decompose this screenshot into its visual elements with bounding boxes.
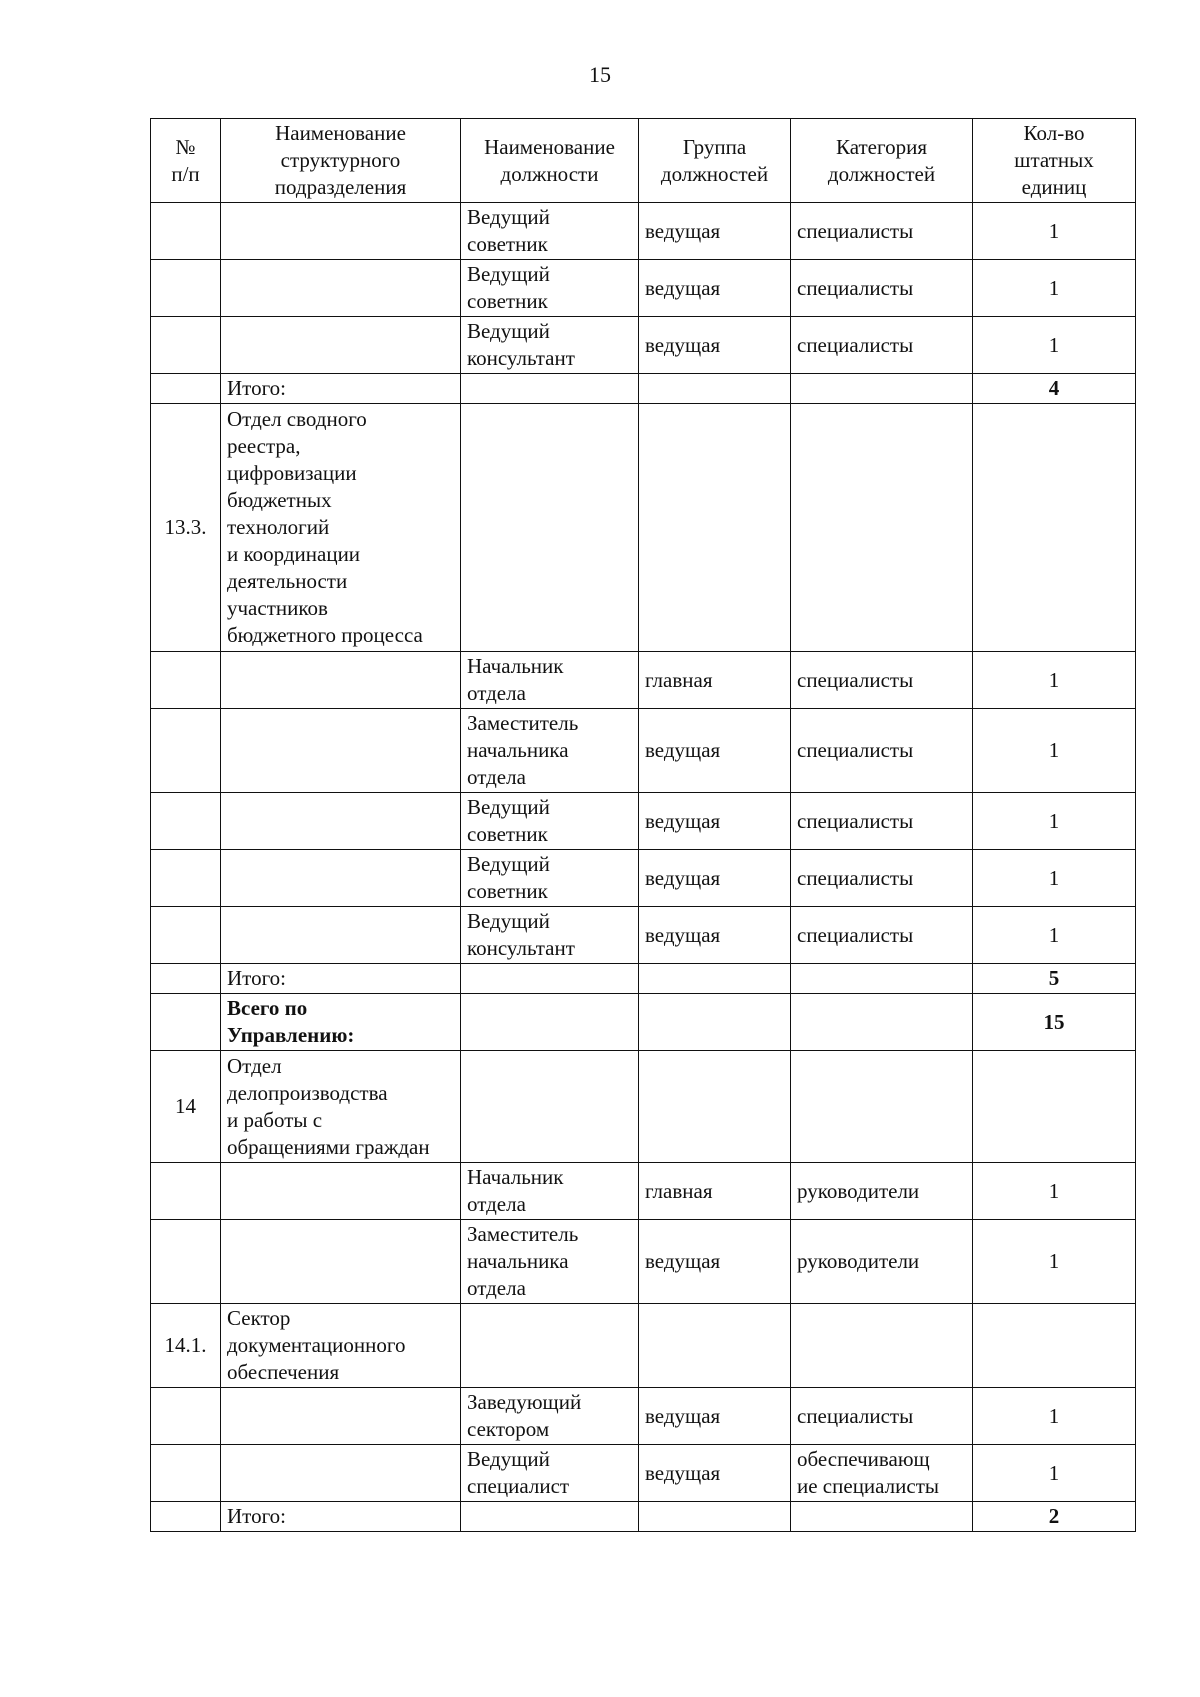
staffing-table xyxy=(150,118,1136,1532)
row-position xyxy=(461,404,639,652)
header-unit: Наименование структурного подразделения xyxy=(221,119,461,203)
subtotal-label: Итого: xyxy=(221,374,461,404)
row-position: Начальник отдела xyxy=(461,652,639,709)
row-category xyxy=(791,964,973,994)
row-unit xyxy=(221,1445,461,1502)
subtotal-row xyxy=(151,374,1136,404)
row-position: Ведущий советник xyxy=(461,850,639,907)
row-group: главная xyxy=(639,652,791,709)
row-unit xyxy=(221,1220,461,1304)
row-category: специалисты xyxy=(791,793,973,850)
row-num xyxy=(151,1388,221,1445)
row-num xyxy=(151,994,221,1051)
row-num xyxy=(151,1220,221,1304)
row-count: 1 xyxy=(973,1445,1136,1502)
grand-total-label: Всего по Управлению: xyxy=(221,994,461,1051)
row-group xyxy=(639,1502,791,1532)
row-group: ведущая xyxy=(639,709,791,793)
row-num xyxy=(151,1163,221,1220)
row-num xyxy=(151,907,221,964)
row-position xyxy=(461,374,639,404)
row-num xyxy=(151,652,221,709)
table-header-row xyxy=(151,119,1136,203)
row-category: специалисты xyxy=(791,652,973,709)
row-group: ведущая xyxy=(639,1388,791,1445)
row-group xyxy=(639,964,791,994)
header-category: Категория должностей xyxy=(791,119,973,203)
row-group xyxy=(639,994,791,1051)
row-position xyxy=(461,994,639,1051)
grand-total-count: 15 xyxy=(973,994,1136,1051)
row-num xyxy=(151,374,221,404)
row-position: Ведущий советник xyxy=(461,793,639,850)
row-unit: Отдел сводного реестра, цифровизации бюджетных технологий и координации деятельности участников бюджетного процесса xyxy=(221,404,461,652)
row-num xyxy=(151,1445,221,1502)
row-count: 1 xyxy=(973,317,1136,374)
row-count: 1 xyxy=(973,793,1136,850)
row-position: Ведущий советник xyxy=(461,260,639,317)
row-category: обеспечивающ ие специалисты xyxy=(791,1445,973,1502)
row-category: специалисты xyxy=(791,317,973,374)
subtotal-label: Итого: xyxy=(221,1502,461,1532)
row-num: 13.3. xyxy=(151,404,221,652)
row-num xyxy=(151,203,221,260)
page-number: 15 xyxy=(589,62,611,87)
subtotal-label: Итого: xyxy=(221,964,461,994)
row-group: ведущая xyxy=(639,850,791,907)
row-num xyxy=(151,964,221,994)
row-category: специалисты xyxy=(791,203,973,260)
row-unit: Отдел делопроизводства и работы с обращениями граждан xyxy=(221,1051,461,1163)
unit-row xyxy=(151,404,1136,652)
table-body xyxy=(151,203,1136,1532)
row-position: Ведущий консультант xyxy=(461,317,639,374)
row-unit xyxy=(221,317,461,374)
row-group: ведущая xyxy=(639,203,791,260)
row-num xyxy=(151,793,221,850)
row-category: руководители xyxy=(791,1163,973,1220)
header-group: Группа должностей xyxy=(639,119,791,203)
row-category xyxy=(791,1051,973,1163)
unit-row xyxy=(151,1304,1136,1388)
row-position: Заместитель начальника отдела xyxy=(461,709,639,793)
table-row xyxy=(151,652,1136,709)
row-unit xyxy=(221,907,461,964)
row-group: ведущая xyxy=(639,317,791,374)
row-count: 1 xyxy=(973,1220,1136,1304)
row-count: 1 xyxy=(973,260,1136,317)
row-category xyxy=(791,1502,973,1532)
subtotal-row xyxy=(151,964,1136,994)
row-count: 1 xyxy=(973,652,1136,709)
row-count: 1 xyxy=(973,907,1136,964)
row-category: руководители xyxy=(791,1220,973,1304)
table-row xyxy=(151,793,1136,850)
subtotal-count: 5 xyxy=(973,964,1136,994)
row-unit xyxy=(221,260,461,317)
row-group xyxy=(639,1304,791,1388)
row-count: 1 xyxy=(973,850,1136,907)
row-group: главная xyxy=(639,1163,791,1220)
header-count: Кол-во штатных единиц xyxy=(973,119,1136,203)
row-count: 1 xyxy=(973,203,1136,260)
row-unit xyxy=(221,709,461,793)
table-row xyxy=(151,1163,1136,1220)
row-unit xyxy=(221,1163,461,1220)
row-group: ведущая xyxy=(639,793,791,850)
row-count: 1 xyxy=(973,1163,1136,1220)
row-unit xyxy=(221,1388,461,1445)
row-num: 14 xyxy=(151,1051,221,1163)
row-group xyxy=(639,1051,791,1163)
table-row xyxy=(151,907,1136,964)
row-category: специалисты xyxy=(791,709,973,793)
row-unit xyxy=(221,203,461,260)
table-row xyxy=(151,260,1136,317)
row-count: 1 xyxy=(973,709,1136,793)
row-num xyxy=(151,1502,221,1532)
row-category: специалисты xyxy=(791,1388,973,1445)
table-row xyxy=(151,1445,1136,1502)
subtotal-count: 2 xyxy=(973,1502,1136,1532)
row-num xyxy=(151,709,221,793)
unit-row xyxy=(151,1051,1136,1163)
row-category xyxy=(791,994,973,1051)
row-position: Ведущий консультант xyxy=(461,907,639,964)
row-num xyxy=(151,850,221,907)
row-group: ведущая xyxy=(639,260,791,317)
row-position xyxy=(461,1051,639,1163)
row-category: специалисты xyxy=(791,260,973,317)
grand-total-row xyxy=(151,994,1136,1051)
row-category xyxy=(791,1304,973,1388)
row-group: ведущая xyxy=(639,1445,791,1502)
row-num xyxy=(151,317,221,374)
row-position: Заведующий сектором xyxy=(461,1388,639,1445)
row-group: ведущая xyxy=(639,1220,791,1304)
subtotal-row xyxy=(151,1502,1136,1532)
header-num: № п/п xyxy=(151,119,221,203)
row-count: 1 xyxy=(973,1388,1136,1445)
row-category: специалисты xyxy=(791,907,973,964)
table-row xyxy=(151,709,1136,793)
table-row xyxy=(151,317,1136,374)
row-group xyxy=(639,374,791,404)
row-num: 14.1. xyxy=(151,1304,221,1388)
row-group xyxy=(639,404,791,652)
table-row xyxy=(151,1388,1136,1445)
row-unit xyxy=(221,652,461,709)
row-category xyxy=(791,404,973,652)
table-row xyxy=(151,203,1136,260)
row-unit xyxy=(221,793,461,850)
header-position: Наименование должности xyxy=(461,119,639,203)
row-group: ведущая xyxy=(639,907,791,964)
row-position: Ведущий специалист xyxy=(461,1445,639,1502)
row-count xyxy=(973,1304,1136,1388)
row-position xyxy=(461,1304,639,1388)
row-unit: Сектор документационного обеспечения xyxy=(221,1304,461,1388)
row-category: специалисты xyxy=(791,850,973,907)
subtotal-count: 4 xyxy=(973,374,1136,404)
row-num xyxy=(151,260,221,317)
row-position: Начальник отдела xyxy=(461,1163,639,1220)
row-count xyxy=(973,1051,1136,1163)
row-position: Ведущий советник xyxy=(461,203,639,260)
row-position: Заместитель начальника отдела xyxy=(461,1220,639,1304)
table-row xyxy=(151,1220,1136,1304)
row-unit xyxy=(221,850,461,907)
row-position xyxy=(461,964,639,994)
row-position xyxy=(461,1502,639,1532)
row-category xyxy=(791,374,973,404)
table-row xyxy=(151,850,1136,907)
row-count xyxy=(973,404,1136,652)
